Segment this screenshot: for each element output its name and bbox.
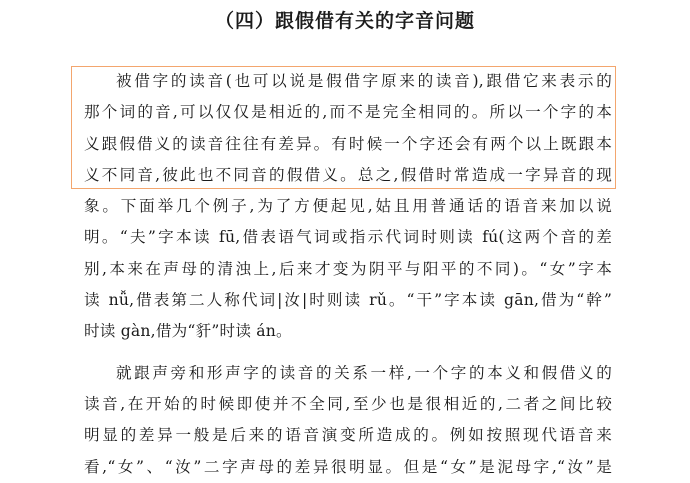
paragraph-gap — [84, 348, 612, 358]
text-line: 看,“女”、“汝”二字声母的差异很明显。但是“女”是泥母字,“汝”是 — [84, 457, 612, 476]
text-line: 明显的差异一般是后来的语音演变所造成的。例如按照现代语音来 — [84, 426, 612, 445]
text-line: 被借字的读音(也可以说是假借字原来的读音),跟借它来表示的 — [116, 72, 612, 90]
text-line: 时读 gàn,借为“豻”时读 án。 — [84, 322, 292, 341]
text-line: 义跟假借义的读音往往有差异。有时候一个字还会有两个以上既跟本 — [84, 134, 612, 153]
paragraph-2 — [84, 358, 612, 483]
text-line: 别,本来在声母的清浊上,后来才变为阴平与阳平的不同)。“女”字本 — [84, 259, 612, 278]
paragraph-1 — [84, 66, 612, 348]
text-line: 读音,在开始的时候即使并不全同,至少也是很相近的,二者之间比较 — [84, 394, 612, 413]
section-title: （四）跟假借有关的字音问题 — [214, 10, 475, 32]
text-line: 读 nǚ,借表第二人称代词|汝|时则读 rǔ。“干”字本读 gān,借为“幹” — [84, 291, 612, 310]
text-line: 义不同音,彼此也不同音的假借义。总之,假借时常造成一字异音的现 — [84, 165, 612, 184]
body-text — [84, 66, 612, 483]
text-line: 就跟声旁和形声字的读音的关系一样,一个字的本义和假借义的 — [116, 363, 612, 382]
text-line: 明。“夫”字本读 fū,借表语气词或指示代词时则读 fú(这两个音的差 — [84, 228, 612, 247]
text-line: 象。下面举几个例子,为了方便起见,姑且用普通话的语音来加以说 — [84, 197, 612, 216]
text-line: 那个词的音,可以仅仅是相近的,而不是完全相同的。所以一个字的本 — [84, 103, 612, 122]
